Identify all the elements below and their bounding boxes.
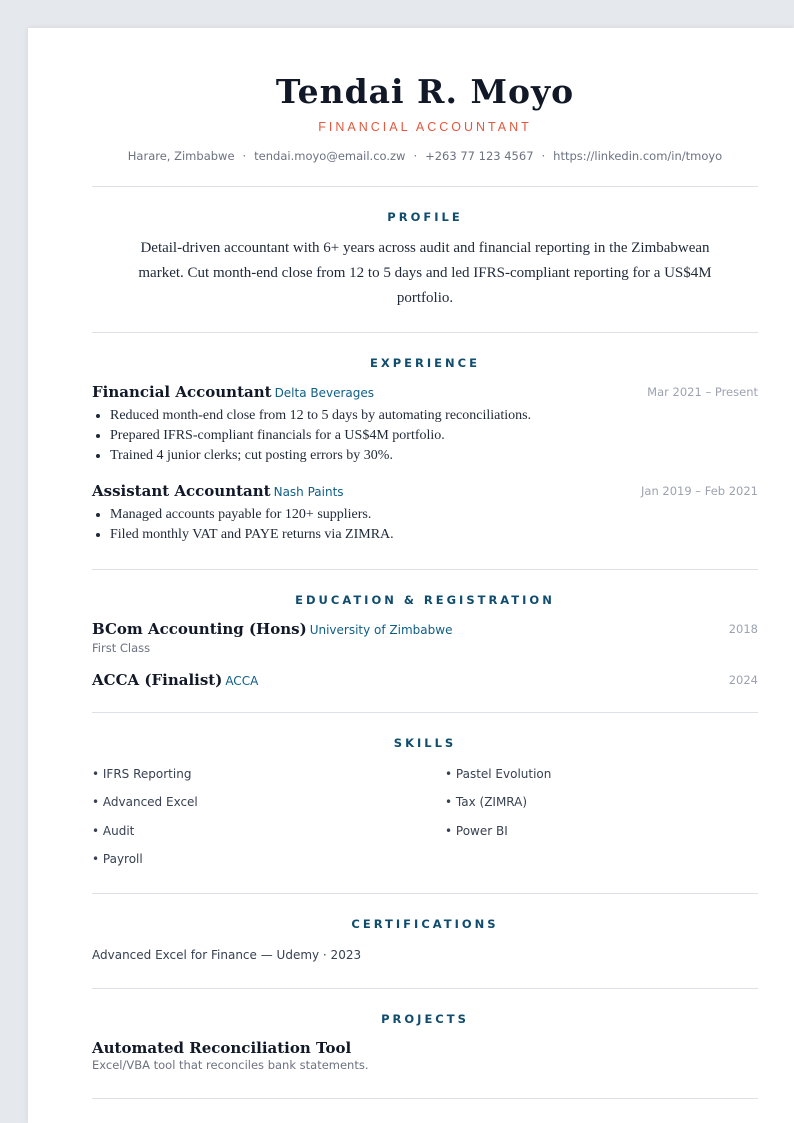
skill-item: • Power BI <box>445 824 508 838</box>
contact-linkedin[interactable]: https://linkedin.com/in/tmoyo <box>553 149 723 163</box>
entry-header <box>92 1038 758 1058</box>
profile-summary: Detail-driven accountant with 6+ years across audit and financial reporting in the Zimbabwean market. Cut month-end close from 12 to 5 days and led IFRS-compliant reporting for a US$4M portfolio. <box>138 240 712 306</box>
job-title: Financial Accountant <box>92 383 272 401</box>
skill-item: • Tax (ZIMRA) <box>445 795 528 809</box>
bullet-item: Prepared IFRS-compliant financials for a US$4M portfolio. <box>110 426 758 446</box>
divider <box>92 1098 758 1099</box>
contact-email[interactable]: tendai.moyo@email.co.zw <box>254 149 406 163</box>
job-date: Mar 2021 – Present <box>647 385 758 399</box>
job-title: Assistant Accountant <box>92 482 271 500</box>
contact-line <box>92 149 758 163</box>
skill-item: • Pastel Evolution <box>445 767 552 781</box>
section-title-profile: PROFILE <box>387 210 463 224</box>
section-title-projects: PROJECTS <box>381 1012 469 1026</box>
education-date: 2024 <box>728 673 758 687</box>
entry-header <box>92 670 758 692</box>
project-title: Automated Reconciliation Tool <box>92 1039 352 1057</box>
degree-title: BCom Accounting (Hons) <box>92 620 307 638</box>
contact-separator: · <box>242 149 247 163</box>
project-entry <box>92 1038 758 1072</box>
job-company: Delta Beverages <box>274 386 375 400</box>
contact-phone: +263 77 123 4567 <box>425 149 534 163</box>
skill-item: • Advanced Excel <box>92 795 198 809</box>
section-title-experience: EXPERIENCE <box>370 356 480 370</box>
skill-item: • Audit <box>92 824 135 838</box>
contact-location: Harare, Zimbabwe <box>127 149 235 163</box>
section-title-education: EDUCATION & REGISTRATION <box>295 593 555 607</box>
job-company: Nash Paints <box>273 485 344 499</box>
entry-header <box>92 382 758 404</box>
contact-separator: · <box>541 149 546 163</box>
entry-header <box>92 619 758 641</box>
skill-item: • IFRS Reporting <box>92 767 192 781</box>
resume-page <box>28 28 794 1123</box>
divider <box>92 712 758 713</box>
candidate-name: Tendai R. Moyo <box>275 72 575 111</box>
section-title-skills: SKILLS <box>393 736 457 750</box>
education-entry <box>92 670 758 692</box>
job-bullets <box>92 505 758 545</box>
degree-title: ACCA (Finalist) <box>92 671 223 689</box>
divider <box>92 186 758 187</box>
certification-item: Advanced Excel for Finance — Udemy · 2023 <box>92 948 362 962</box>
institution: ACCA <box>225 674 259 688</box>
project-description: Excel/VBA tool that reconciles bank statements. <box>92 1058 369 1072</box>
divider <box>92 569 758 570</box>
bullet-item: Reduced month-end close from 12 to 5 days by automating reconciliations. <box>110 406 758 426</box>
education-date: 2018 <box>728 622 758 636</box>
bullet-item: Filed monthly VAT and PAYE returns via ZIMRA. <box>110 525 758 545</box>
education-honours: First Class <box>92 641 151 655</box>
experience-entry <box>92 481 758 545</box>
section-title-certifications: CERTIFICATIONS <box>351 917 499 931</box>
job-date: Jan 2019 – Feb 2021 <box>641 484 758 498</box>
institution: University of Zimbabwe <box>309 623 453 637</box>
experience-entry <box>92 382 758 466</box>
education-entry <box>92 619 758 655</box>
bullet-item: Trained 4 junior clerks; cut posting errors by 30%. <box>110 446 758 466</box>
job-bullets <box>92 406 758 466</box>
candidate-role: FINANCIAL ACCOUNTANT <box>318 120 532 134</box>
skill-item: • Payroll <box>92 852 143 866</box>
bullet-item: Managed accounts payable for 120+ suppliers. <box>110 505 758 525</box>
contact-separator: · <box>413 149 418 163</box>
entry-header <box>92 481 758 503</box>
divider <box>92 893 758 894</box>
divider <box>92 988 758 989</box>
divider <box>92 332 758 333</box>
